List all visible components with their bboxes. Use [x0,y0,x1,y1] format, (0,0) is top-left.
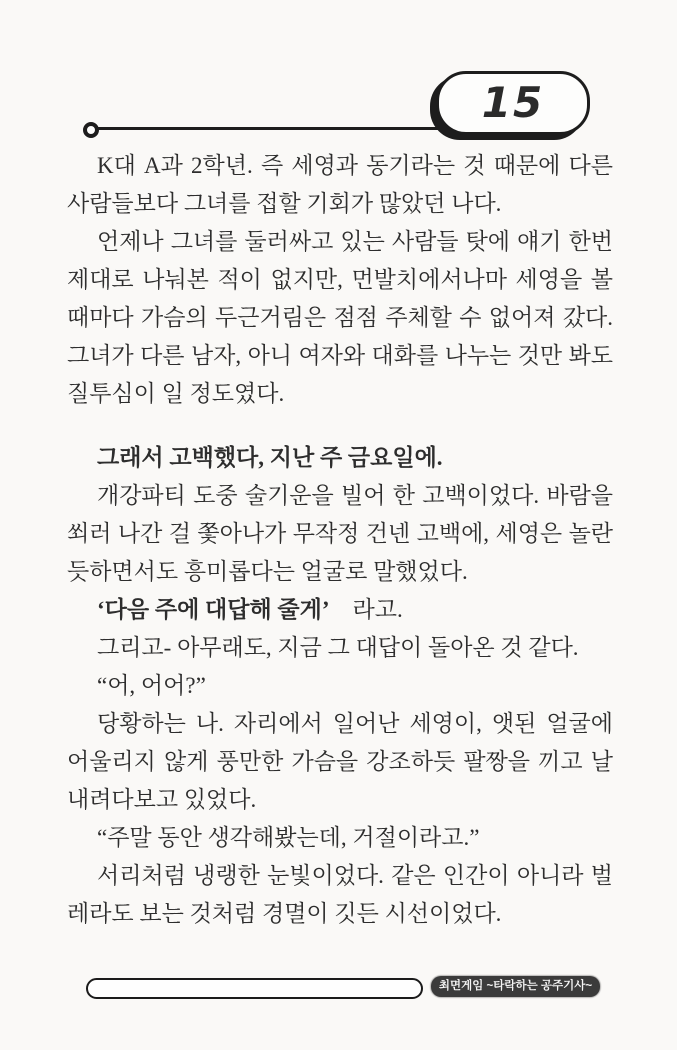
paragraph: 언제나 그녀를 둘러싸고 있는 사람들 탓에 얘기 한번 제대로 나눠본 적이 없지만, 먼발치에서나마 세영을 볼 때마다 가슴의 두근거림은 점점 주체할 수 없어져 갔다. 그녀가 다른 남자, 아니 여자와 대화를 나누는 것만 봐도 질투심이 일 정도였다. [67,229,613,406]
chapter-header [0,0,677,148]
page-footer [0,975,677,1050]
paragraph: 당황하는 나. 자리에서 일어난 세영이, 앳된 얼굴에 어울리지 않게 풍만한 가슴을 강조하듯 팔짱을 끼고 날 내려다보고 있었다. [67,711,613,812]
paragraph: 서리처럼 냉랭한 눈빛이었다. 같은 인간이 아니라 벌레라도 보는 것처럼 경멸이 깃든 시선이었다. [67,863,613,926]
chapter-number: 15 [481,77,545,127]
book-title-badge: 최면게임 ~타락하는 공주기사~ [431,976,600,997]
chapter-rule-line [96,127,442,130]
chapter-number-box [436,71,590,135]
body-text [67,147,613,933]
paragraph-emphasis: 그래서 고백했다, 지난 주 금요일에. [97,445,443,470]
chapter-line-ring-icon [83,122,99,138]
paragraph-dialogue: “어, 어어?” [97,673,206,698]
quote-tail: 라고. [329,597,403,622]
footer-rule-pill [86,978,423,999]
paragraph-dialogue: “주말 동안 생각해봤는데, 거절이라고.” [97,825,480,850]
paragraph: 개강파티 도중 술기운을 빌어 한 고백이었다. 바람을 쐬러 나간 걸 쫓아나가 무작정 건넨 고백에, 세영은 놀란 듯하면서도 흥미롭다는 얼굴로 말했었다. [67,483,613,584]
quote-emphasis: ‘다음 주에 대답해 줄게’ [97,597,330,622]
paragraph: K대 A과 2학년. 즉 세영과 동기라는 것 때문에 다른 사람들보다 그녀를 접할 기회가 많았던 나다. [67,153,613,216]
paragraph: 그리고- 아무래도, 지금 그 대답이 돌아온 것 같다. [97,635,579,660]
paragraph-quote [67,591,613,629]
